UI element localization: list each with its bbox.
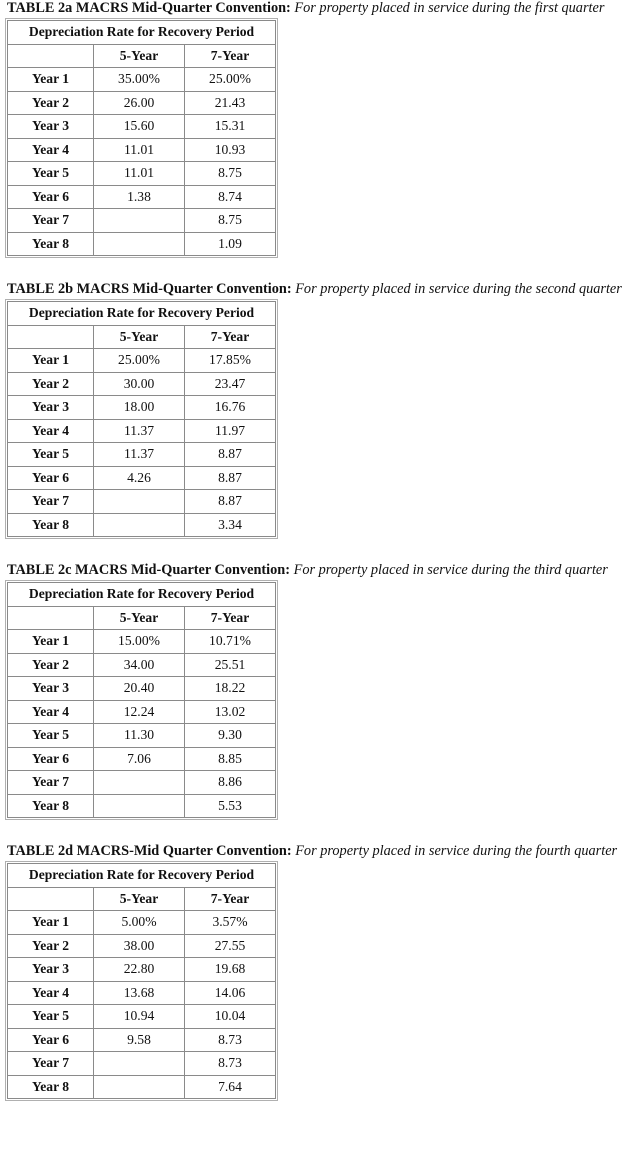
table-caption-description: For property placed in service during the first quarter <box>294 0 605 16</box>
table-caption-label: TABLE 2b MACRS Mid-Quarter Convention: <box>7 281 292 297</box>
table-row <box>8 419 276 443</box>
row-year-label: Year 3 <box>8 958 94 982</box>
column-header-7-year: 7-Year <box>185 325 276 349</box>
depreciation-rate-table <box>7 20 276 256</box>
rate-7-year-cell: 15.31 <box>185 115 276 139</box>
table-caption-label: TABLE 2d MACRS-Mid Quarter Convention: <box>7 843 292 859</box>
rate-7-year-cell: 8.85 <box>185 747 276 771</box>
rate-5-year-cell: 9.58 <box>94 1028 185 1052</box>
row-year-label: Year 3 <box>8 396 94 420</box>
rate-5-year-cell: 15.60 <box>94 115 185 139</box>
rate-7-year-cell: 7.64 <box>185 1075 276 1099</box>
row-year-label: Year 2 <box>8 653 94 677</box>
row-year-label: Year 2 <box>8 934 94 958</box>
rate-7-year-cell: 8.86 <box>185 771 276 795</box>
rate-7-year-cell: 19.68 <box>185 958 276 982</box>
rate-7-year-cell: 8.87 <box>185 490 276 514</box>
table-row <box>8 934 276 958</box>
row-year-label: Year 8 <box>8 232 94 256</box>
table-row <box>8 138 276 162</box>
rate-7-year-cell: 25.00% <box>185 68 276 92</box>
rate-5-year-cell: 11.37 <box>94 443 185 467</box>
row-year-label: Year 6 <box>8 747 94 771</box>
rate-5-year-cell: 30.00 <box>94 372 185 396</box>
rate-7-year-cell: 23.47 <box>185 372 276 396</box>
row-year-label: Year 3 <box>8 115 94 139</box>
column-header-5-year: 5-Year <box>94 887 185 911</box>
column-header-row <box>8 887 276 911</box>
row-year-label: Year 8 <box>8 513 94 537</box>
rate-5-year-cell: 7.06 <box>94 747 185 771</box>
rate-5-year-cell: 20.40 <box>94 677 185 701</box>
rate-7-year-cell: 18.22 <box>185 677 276 701</box>
rate-7-year-cell: 17.85% <box>185 349 276 373</box>
rate-7-year-cell: 13.02 <box>185 700 276 724</box>
table-header-row <box>8 864 276 888</box>
table-row <box>8 747 276 771</box>
rate-7-year-cell: 16.76 <box>185 396 276 420</box>
row-year-label: Year 7 <box>8 1052 94 1076</box>
table-row <box>8 630 276 654</box>
table-row <box>8 115 276 139</box>
row-year-label: Year 1 <box>8 68 94 92</box>
rate-7-year-cell: 8.73 <box>185 1052 276 1076</box>
table-header-title: Depreciation Rate for Recovery Period <box>8 864 276 888</box>
rate-7-year-cell: 8.73 <box>185 1028 276 1052</box>
table-caption-description: For property placed in service during the second quarter <box>295 281 622 297</box>
table-section-2d <box>7 843 617 1099</box>
rate-7-year-cell: 3.57% <box>185 911 276 935</box>
rate-5-year-cell: 5.00% <box>94 911 185 935</box>
row-year-label: Year 5 <box>8 1005 94 1029</box>
table-row <box>8 1005 276 1029</box>
row-year-label: Year 4 <box>8 138 94 162</box>
rate-5-year-cell: 34.00 <box>94 653 185 677</box>
row-year-label: Year 4 <box>8 981 94 1005</box>
rate-7-year-cell: 8.75 <box>185 209 276 233</box>
table-header-row <box>8 583 276 607</box>
table-caption <box>7 281 622 301</box>
table-caption-label: TABLE 2c MACRS Mid-Quarter Convention: <box>7 562 291 578</box>
rate-5-year-cell <box>94 513 185 537</box>
table-caption-description: For property placed in service during the third quarter <box>293 562 608 578</box>
table-row <box>8 443 276 467</box>
rate-5-year-cell <box>94 1052 185 1076</box>
rate-5-year-cell <box>94 232 185 256</box>
rate-5-year-cell <box>94 209 185 233</box>
rate-5-year-cell <box>94 771 185 795</box>
column-header-7-year: 7-Year <box>185 887 276 911</box>
rate-5-year-cell <box>94 490 185 514</box>
table-header-title: Depreciation Rate for Recovery Period <box>8 583 276 607</box>
row-year-label: Year 6 <box>8 185 94 209</box>
rate-7-year-cell: 21.43 <box>185 91 276 115</box>
rate-7-year-cell: 3.34 <box>185 513 276 537</box>
row-year-label: Year 2 <box>8 91 94 115</box>
table-row <box>8 958 276 982</box>
table-row <box>8 1028 276 1052</box>
rate-5-year-cell: 38.00 <box>94 934 185 958</box>
table-row <box>8 1075 276 1099</box>
table-row <box>8 209 276 233</box>
rate-5-year-cell: 11.30 <box>94 724 185 748</box>
column-header-5-year: 5-Year <box>94 325 185 349</box>
column-header-7-year: 7-Year <box>185 606 276 630</box>
rate-7-year-cell: 1.09 <box>185 232 276 256</box>
table-section-2a <box>7 0 604 256</box>
column-header-blank <box>8 606 94 630</box>
row-year-label: Year 5 <box>8 724 94 748</box>
row-year-label: Year 8 <box>8 794 94 818</box>
row-year-label: Year 5 <box>8 162 94 186</box>
table-row <box>8 794 276 818</box>
row-year-label: Year 5 <box>8 443 94 467</box>
row-year-label: Year 1 <box>8 911 94 935</box>
table-row <box>8 466 276 490</box>
column-header-7-year: 7-Year <box>185 44 276 68</box>
row-year-label: Year 6 <box>8 1028 94 1052</box>
table-row <box>8 724 276 748</box>
row-year-label: Year 3 <box>8 677 94 701</box>
table-header-title: Depreciation Rate for Recovery Period <box>8 21 276 45</box>
rate-5-year-cell: 11.37 <box>94 419 185 443</box>
table-row <box>8 490 276 514</box>
table-section-2b <box>7 281 622 537</box>
rate-7-year-cell: 5.53 <box>185 794 276 818</box>
table-row <box>8 91 276 115</box>
rate-5-year-cell: 22.80 <box>94 958 185 982</box>
table-row <box>8 1052 276 1076</box>
column-header-5-year: 5-Year <box>94 44 185 68</box>
table-row <box>8 185 276 209</box>
depreciation-rate-table <box>7 582 276 818</box>
table-row <box>8 677 276 701</box>
rate-5-year-cell: 26.00 <box>94 91 185 115</box>
column-header-blank <box>8 325 94 349</box>
table-caption <box>7 562 608 582</box>
rate-7-year-cell: 10.93 <box>185 138 276 162</box>
table-row <box>8 349 276 373</box>
table-row <box>8 372 276 396</box>
rate-5-year-cell <box>94 794 185 818</box>
column-header-blank <box>8 44 94 68</box>
rate-5-year-cell: 4.26 <box>94 466 185 490</box>
rate-7-year-cell: 8.87 <box>185 443 276 467</box>
table-row <box>8 162 276 186</box>
rate-5-year-cell: 18.00 <box>94 396 185 420</box>
table-header-row <box>8 21 276 45</box>
rate-5-year-cell: 11.01 <box>94 162 185 186</box>
table-header-title: Depreciation Rate for Recovery Period <box>8 302 276 326</box>
table-row <box>8 911 276 935</box>
row-year-label: Year 4 <box>8 419 94 443</box>
column-header-row <box>8 44 276 68</box>
table-header-row <box>8 302 276 326</box>
table-caption <box>7 0 604 20</box>
row-year-label: Year 2 <box>8 372 94 396</box>
row-year-label: Year 7 <box>8 209 94 233</box>
table-row <box>8 771 276 795</box>
table-row <box>8 981 276 1005</box>
row-year-label: Year 8 <box>8 1075 94 1099</box>
column-header-row <box>8 325 276 349</box>
depreciation-rate-table <box>7 863 276 1099</box>
table-row <box>8 513 276 537</box>
rate-5-year-cell: 12.24 <box>94 700 185 724</box>
row-year-label: Year 1 <box>8 349 94 373</box>
rate-7-year-cell: 10.71% <box>185 630 276 654</box>
row-year-label: Year 7 <box>8 490 94 514</box>
rate-7-year-cell: 8.74 <box>185 185 276 209</box>
rate-7-year-cell: 8.87 <box>185 466 276 490</box>
table-row <box>8 396 276 420</box>
row-year-label: Year 6 <box>8 466 94 490</box>
column-header-blank <box>8 887 94 911</box>
table-caption-label: TABLE 2a MACRS Mid-Quarter Convention: <box>7 0 291 16</box>
rate-5-year-cell: 25.00% <box>94 349 185 373</box>
table-row <box>8 232 276 256</box>
rate-7-year-cell: 11.97 <box>185 419 276 443</box>
column-header-5-year: 5-Year <box>94 606 185 630</box>
depreciation-rate-table <box>7 301 276 537</box>
rate-7-year-cell: 14.06 <box>185 981 276 1005</box>
row-year-label: Year 1 <box>8 630 94 654</box>
rate-5-year-cell: 1.38 <box>94 185 185 209</box>
row-year-label: Year 4 <box>8 700 94 724</box>
rate-5-year-cell: 15.00% <box>94 630 185 654</box>
rate-7-year-cell: 9.30 <box>185 724 276 748</box>
rate-5-year-cell: 10.94 <box>94 1005 185 1029</box>
rate-7-year-cell: 8.75 <box>185 162 276 186</box>
row-year-label: Year 7 <box>8 771 94 795</box>
column-header-row <box>8 606 276 630</box>
rate-7-year-cell: 10.04 <box>185 1005 276 1029</box>
rate-5-year-cell: 11.01 <box>94 138 185 162</box>
table-caption <box>7 843 617 863</box>
table-section-2c <box>7 562 608 818</box>
table-row <box>8 700 276 724</box>
rate-5-year-cell: 13.68 <box>94 981 185 1005</box>
rate-7-year-cell: 25.51 <box>185 653 276 677</box>
rate-5-year-cell: 35.00% <box>94 68 185 92</box>
table-row <box>8 653 276 677</box>
table-caption-description: For property placed in service during the fourth quarter <box>295 843 618 859</box>
rate-7-year-cell: 27.55 <box>185 934 276 958</box>
table-row <box>8 68 276 92</box>
rate-5-year-cell <box>94 1075 185 1099</box>
